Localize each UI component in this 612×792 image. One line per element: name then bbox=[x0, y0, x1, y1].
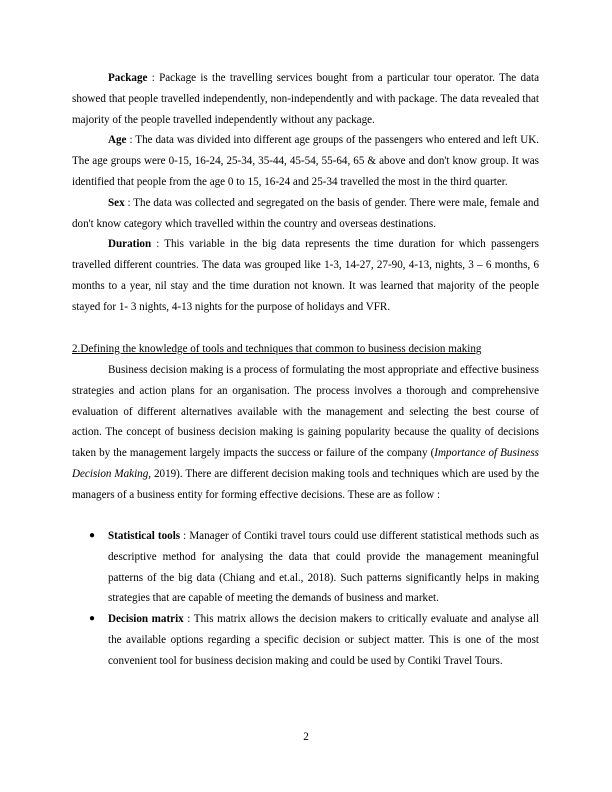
bullet-item-statistical-tools bbox=[89, 526, 539, 609]
term-decision-matrix: Decision matrix bbox=[108, 613, 184, 626]
term-age: Age bbox=[108, 134, 127, 147]
paragraph-package bbox=[72, 68, 539, 130]
paragraph-sex-text: : The data was collected and segregated on the basis of gender. There were male, female and don't know category which travelled within the country and overseas destinations. bbox=[72, 196, 539, 230]
bullet-decision-matrix-text: : This matrix allows the decision makers to critically evaluate and analyse all the available options regarding a specific decision or subject matter. This is one of the most convenient tool for business decision making and could be used by Contiki Travel Tours. bbox=[108, 613, 539, 667]
term-statistical-tools: Statistical tools bbox=[108, 530, 181, 542]
variables-section bbox=[72, 68, 539, 318]
paragraph-age bbox=[72, 130, 539, 192]
paragraph-sex bbox=[72, 193, 539, 235]
intro-text-part2: 2019). There are different decision making tools and techniques which are used by the managers of a business entity for forming effective decisions. These are as follow : bbox=[72, 467, 539, 501]
paragraph-package-text: : Package is the travelling services bought from a particular tour operator. The data showed that people travelled independently, non-independently and with package. The data revealed that majority of the people travelled independently without any package. bbox=[72, 72, 539, 126]
section-heading: 2.Defining the knowledge of tools and techniques that common to business decision making bbox=[72, 343, 482, 355]
bullet-icon: ● bbox=[89, 530, 96, 541]
bullet-icon: ● bbox=[89, 613, 96, 625]
tools-bullet-list bbox=[89, 526, 539, 672]
term-sex: Sex bbox=[108, 196, 125, 209]
term-duration: Duration bbox=[108, 238, 152, 251]
page-number: 2 bbox=[303, 731, 309, 743]
paragraph-intro bbox=[72, 360, 539, 506]
intro-citation: Importance of Business Decision Making, bbox=[72, 447, 539, 480]
bullet-statistical-tools-text: : Manager of Contiki travel tours could use different statistical methods such as descriptive method for analysing the data that could provide the management meaningful patterns of the big data (Chiang and et.al., 2018). Such patterns significantly helps in making strategies that are capable of meeting the demands of business and market. bbox=[108, 530, 539, 605]
term-package: Package bbox=[108, 72, 148, 84]
paragraph-age-text: : The data was divided into different age groups of the passengers who entered and left UK. The age groups were 0-15, 16-24, 25-34, 35-44, 45-54, 55-64, 65 & above and don't know group. It was identified that people from the age 0 to 15, 16-24 and 25-34 travelled the most in the third quarter. bbox=[72, 134, 539, 188]
paragraph-duration bbox=[72, 234, 539, 317]
bullet-item-decision-matrix bbox=[89, 609, 539, 671]
paragraph-duration-text: : This variable in the big data represents the time duration for which passengers travelled different countries. The data was grouped like 1-3, 14-27, 27-90, 4-13, nights, 3 – 6 months, 6 months to a year, nil stay and the time duration not known. It was learned that majority of the people stayed for 1- 3 nights, 4-13 nights for the purpose of holidays and VFR. bbox=[72, 238, 539, 313]
intro-text-part1: Business decision making is a process of formulating the most appropriate and effective business strategies and action plans for an organisation. The process involves a thorough and comprehensive evaluation of different alternatives available with the management and selecting the best course of action. The concept of business decision making is gaining popularity because the quality of decisions taken by the management largely impacts the success or failure of the company ( bbox=[72, 364, 539, 460]
intro-section bbox=[72, 360, 539, 506]
